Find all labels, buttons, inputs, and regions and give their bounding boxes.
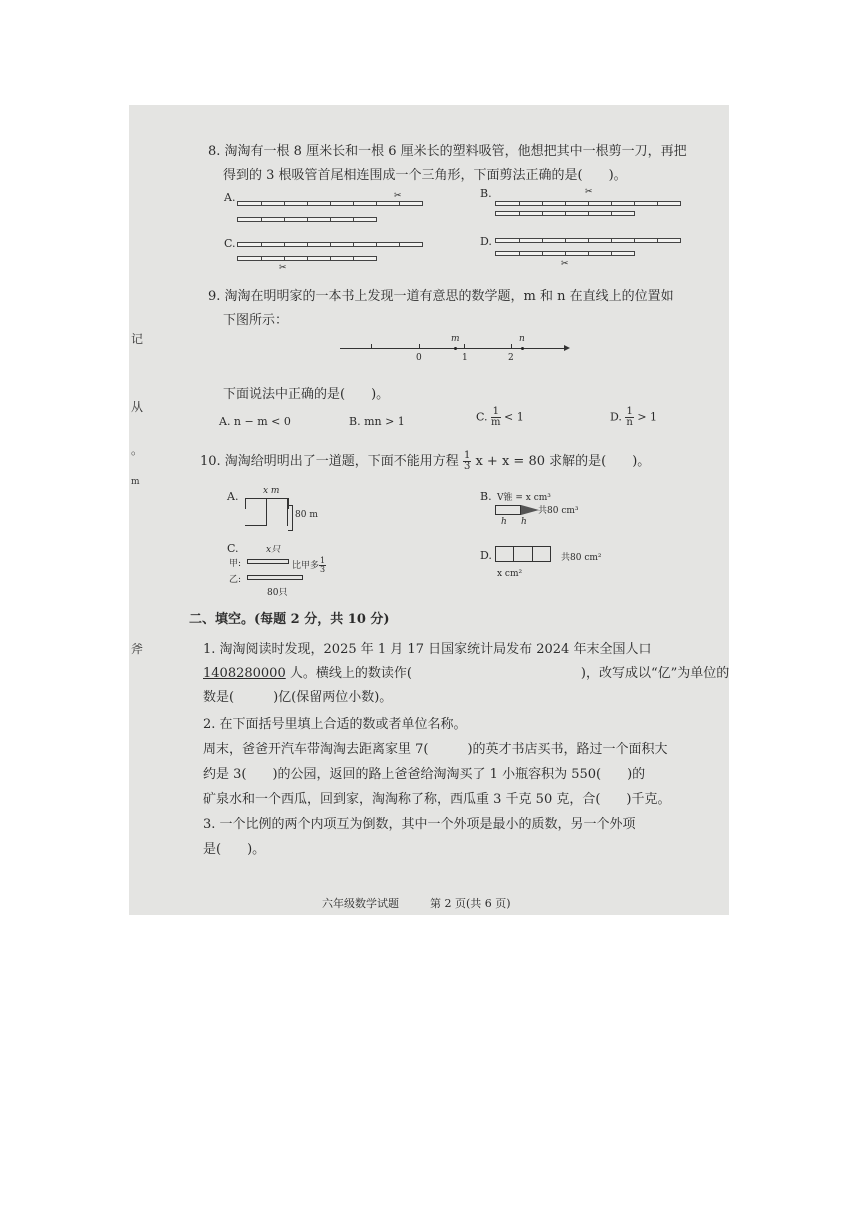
point-m	[454, 347, 457, 350]
margin-char-3: 。	[131, 443, 144, 457]
q8-d-straw-6cm	[495, 251, 635, 256]
q8-d-straw-8cm	[495, 238, 681, 243]
s2-q1-line3: 数是( )亿(保留两位小数)。	[203, 690, 393, 705]
s2-q2-line4: 矿泉水和一个西瓜，回到家，淘淘称了称，西瓜重 3 千克 50 克，合( )千克。	[203, 792, 671, 807]
margin-char-5: 斧	[131, 642, 144, 656]
q8-option-d: D.	[480, 235, 492, 248]
scissors-icon: ✂	[394, 191, 402, 201]
scissors-icon: ✂	[585, 187, 593, 197]
q8-a-straw-6cm	[237, 217, 377, 222]
label-m: m	[451, 334, 460, 344]
q9-prompt: 下面说法中正确的是( )。	[223, 387, 390, 402]
q8-a-straw-8cm	[237, 201, 423, 206]
q8-option-a: A.	[224, 191, 236, 204]
footer-subject: 六年级数学试题	[322, 897, 399, 910]
q9-option-c: C. $\frac{1}{m}$ < 1	[476, 406, 524, 428]
margin-char-1: 记	[131, 332, 144, 346]
q9-option-b: B. mn > 1	[349, 415, 405, 428]
fraction: $\frac{1}{n}$	[626, 406, 633, 428]
fraction: $\frac{1}{m}$	[491, 406, 501, 428]
s2-q1-line1: 1. 淘淘阅读时发现，2025 年 1 月 17 日国家统计局发布 2024 年末全国人口	[203, 642, 652, 657]
q8-line2: 得到的 3 根吸管首尾相连围成一个三角形，下面剪法正确的是( )。	[223, 168, 627, 183]
s2-q2-line3: 约是 3( )的公园，返回的路上爸爸给淘淘买了 1 小瓶容积为 550( )的	[203, 767, 646, 782]
margin-char-2: 从	[131, 400, 144, 414]
s2-q2-line1: 2. 在下面括号里填上合适的数或者单位名称。	[203, 717, 467, 732]
section2-title: 二、填空。(每题 2 分，共 10 分)	[189, 612, 390, 627]
fraction: $\frac{1}{3}$	[463, 450, 471, 472]
q10-option-d: D.	[480, 549, 492, 562]
q8-b-straw-8cm	[495, 201, 681, 206]
q8-option-b: B.	[480, 187, 492, 200]
q9-option-d: D. $\frac{1}{n}$ > 1	[610, 406, 658, 428]
footer-page-number: 第 2 页(共 6 页)	[430, 897, 511, 910]
q10-stem: 10. 淘淘给明明出了一道题，下面不能用方程 $\frac{1}{3}$ x + x = 80 求解的是( )。	[200, 450, 651, 472]
q9-option-a: A. n − m < 0	[219, 415, 291, 428]
q9-line1: 9. 淘淘在明明家的一本书上发现一道有意思的数学题，m 和 n 在直线上的位置如	[208, 289, 674, 304]
q8-line1: 8. 淘淘有一根 8 厘米长和一根 6 厘米长的塑料吸管，他想把其中一根剪一刀，再把	[208, 144, 687, 159]
q8-c-straw-6cm	[237, 256, 377, 261]
tick-label-1: 1	[462, 353, 468, 363]
q8-c-straw-8cm	[237, 242, 423, 247]
s2-q3-line1: 3. 一个比例的两个内项互为倒数，其中一个外项是最小的质数，另一个外项	[203, 817, 636, 832]
label-n: n	[519, 334, 525, 344]
q10-option-c: C.	[227, 542, 239, 555]
s2-q3-line2: 是( )。	[203, 842, 266, 857]
fraction: $\frac{1}{3}$	[320, 556, 326, 574]
q8-b-straw-6cm	[495, 211, 635, 216]
point-n	[521, 347, 524, 350]
q9-line2: 下图所示：	[223, 313, 289, 328]
tick-label-0: 0	[416, 353, 422, 363]
s2-q2-line2: 周末，爸爸开汽车带淘淘去距离家里 7( )的英才书店买书，路过一个面积大	[203, 742, 668, 757]
scissors-icon: ✂	[561, 259, 569, 269]
scissors-icon: ✂	[279, 263, 287, 273]
q10-option-b: B.	[480, 490, 492, 503]
exam-page: 记 从 。 m 斧 8. 淘淘有一根 8 厘米长和一根 6 厘米长的塑料吸管，他想把其中一根剪一刀，再把 得到的 3 根吸管首尾相连围成一个三角形，下面剪法正确的是( )。 A. ✂ B. ✂ C. ✂ D. ✂ 9. 淘淘在明明家的一本书上发现一道有意思的数学题，m 和 n 在直线上的位置如 下图所示： 0 1 2 m n 下面说法中正确的是( )。 A. n − m < 0 B. mn > 1 C. $\frac{1}{m}$ < 1 D. $\frac{1}{n}$ > 1 10. 淘淘给明明出了一道题，下面不能用方程 $\frac{1}{3}$ x + x = 80 求解的是( )。 A. x m 80 m B. V锥 = x cm³ 共80 cm³ h h C. x只 甲: 乙: 比甲多 $\frac{1}{3}$ 80只 D. 共80 cm² x cm² 二、填空。(每题 2 分，共 10 分) 1. 淘淘阅读时发现，2025 年 1 月 17 日国家统计局发布 2024 年末全国人口 1408280000 人。横线上的数读作( )，改写成以“亿”为单位的 数是( )亿(保留两位小数)。 2. 在下面括号里填上合适的数或者单位名称。 周末，爸爸开汽车带淘淘去距离家里 7( )的英才书店买书，路过一个面积大 约是 3( )的公园，返回的路上爸爸给淘淘买了 1 小瓶容积为 550( )的 矿泉水和一个西瓜，回到家，淘淘称了称，西瓜重 3 千克 50 克，合( )千克。 3. 一个比例的两个内项互为倒数，其中一个外项是最小的质数，另一个外项 是( )。 六年级数学试题 第 2 页(共 6 页)	[129, 105, 729, 915]
q8-option-c: C.	[224, 237, 236, 250]
q10-option-a: A.	[227, 490, 239, 503]
s2-q1-line2: 1408280000 人。横线上的数读作( )，改写成以“亿”为单位的	[203, 666, 729, 681]
margin-char-4: m	[131, 477, 140, 487]
tick-label-2: 2	[508, 353, 514, 363]
